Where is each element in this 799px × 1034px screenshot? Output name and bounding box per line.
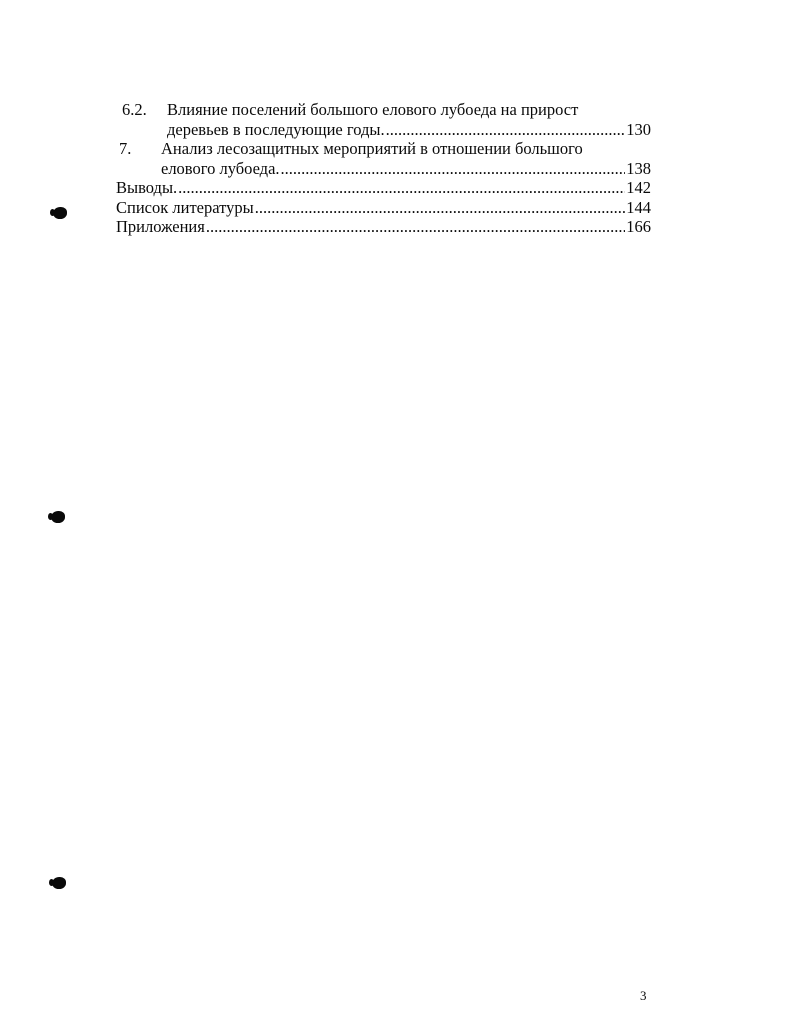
toc-entry-6-2-line1: [116, 100, 651, 120]
section-title-continued: деревьев в последующие годы.: [167, 119, 385, 139]
page-reference: 130: [626, 119, 651, 139]
dot-leader: [386, 120, 626, 140]
section-title: Выводы.: [116, 178, 178, 197]
toc-entry-conclusions: [116, 178, 651, 198]
toc-entry-6-2-line2: [116, 120, 651, 140]
page-reference: 138: [626, 158, 651, 178]
page-number: 3: [640, 988, 647, 1003]
section-title: Анализ лесозащитных мероприятий в отношении большого: [161, 139, 583, 158]
section-title: Список литературы: [116, 197, 254, 217]
page-reference: 144: [626, 197, 651, 217]
section-number: 6.2.: [122, 100, 147, 119]
page-reference: 142: [626, 178, 651, 197]
toc-entry-6-2: [116, 100, 651, 139]
section-title-continued: елового лубоеда.: [161, 158, 280, 178]
section-title: Влияние поселений большого елового лубоеда на прирост: [167, 100, 579, 119]
section-number: 7.: [119, 139, 132, 158]
dot-leader: [206, 217, 625, 237]
toc-entry-7-line2: [116, 159, 651, 179]
dot-leader: [178, 178, 625, 198]
dot-leader: [281, 159, 626, 179]
toc-entry-7-line1: [116, 139, 651, 159]
punch-hole-mark: [53, 207, 67, 219]
page-reference: 166: [626, 217, 651, 236]
dot-leader: [255, 198, 626, 218]
section-title: Приложения: [116, 217, 205, 236]
toc-entry-7: [116, 139, 651, 178]
punch-hole-mark: [52, 877, 66, 889]
punch-hole-mark: [51, 511, 65, 523]
toc-entry-references: [116, 198, 651, 218]
toc-entry-appendices: [116, 217, 651, 237]
table-of-contents: [116, 100, 651, 237]
